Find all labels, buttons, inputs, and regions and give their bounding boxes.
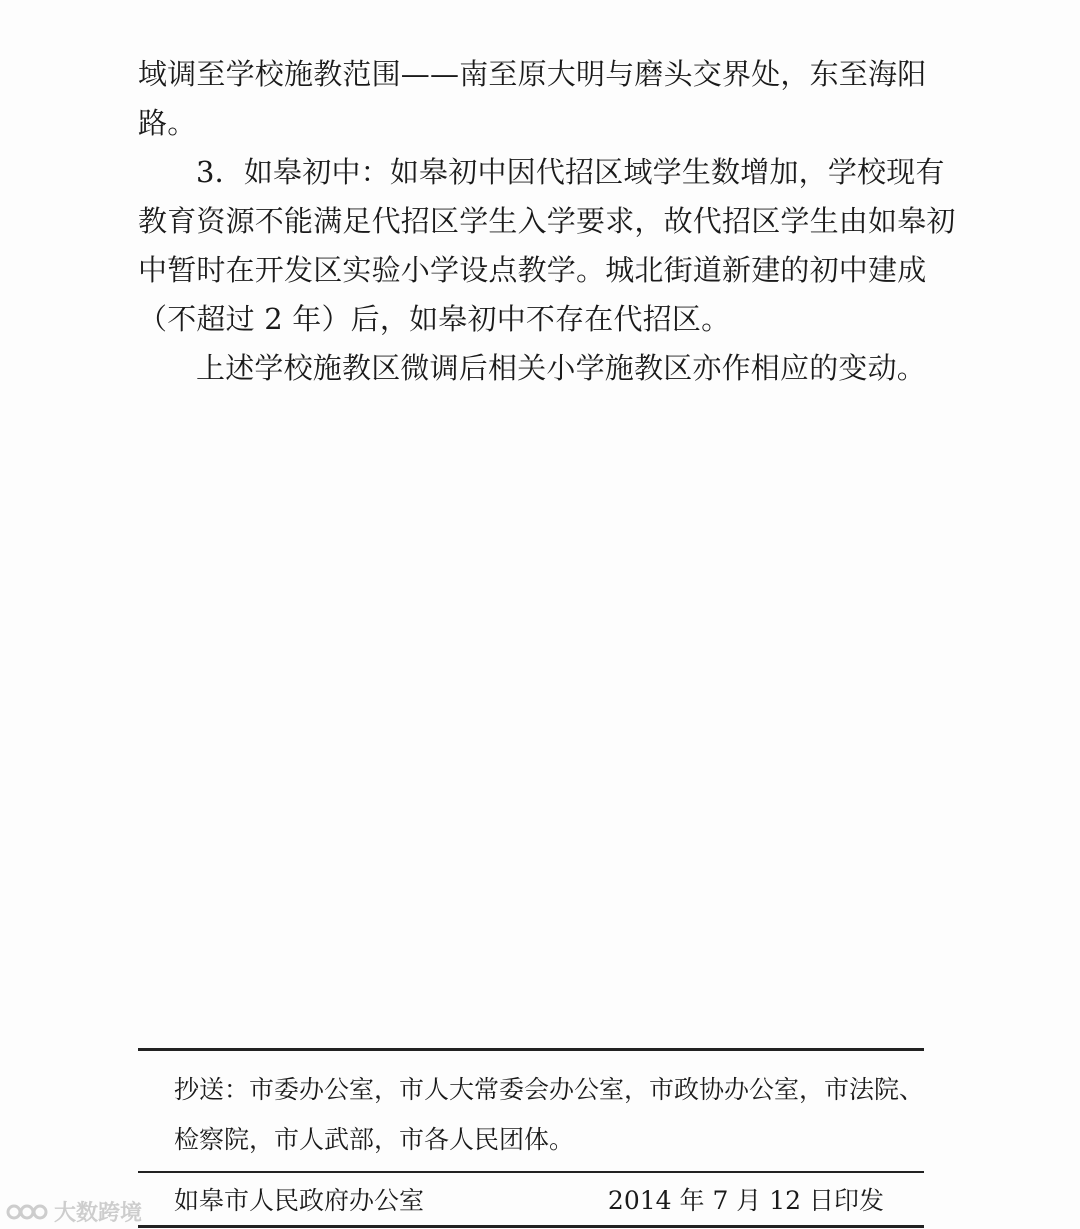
footer-bottom-rule [138,1225,924,1228]
watermark [6,1196,142,1227]
footer-block [138,1048,924,1228]
body-text [138,50,956,393]
cc-list [138,1051,924,1171]
paragraph-line: 路。 [138,106,197,140]
paragraph-line: 中暂时在开发区实验小学设点教学。城北街道新建的初中建成 [138,253,927,287]
paragraph-line: 3．如皋初中：如皋初中因代招区域学生数增加，学校现有 [196,155,945,189]
cc-line: 检察院，市人武部，市各人民团体。 [174,1125,575,1154]
cc-line: 抄送：市委办公室，市人大常委会办公室，市政协办公室，市法院、 [174,1075,925,1104]
paragraph-line: 教育资源不能满足代招区学生入学要求，故代招区学生由如皋初 [138,204,956,238]
watermark-text: 大数跨境 [54,1201,143,1226]
paragraph-line: （不超过 2 年）后，如皋初中不存在代招区。 [138,302,731,336]
issuer-row [138,1173,924,1225]
brand-logo-icon [6,1200,50,1224]
issuer-name: 如皋市人民政府办公室 [174,1186,425,1215]
paragraph-line: 上述学校施教区微调后相关小学施教区亦作相应的变动。 [196,351,927,385]
paragraph-line: 域调至学校施教范围——南至原大明与磨头交界处，东至海阳 [138,57,927,91]
issue-date: 2014 年 7 月 12 日印发 [607,1186,884,1215]
